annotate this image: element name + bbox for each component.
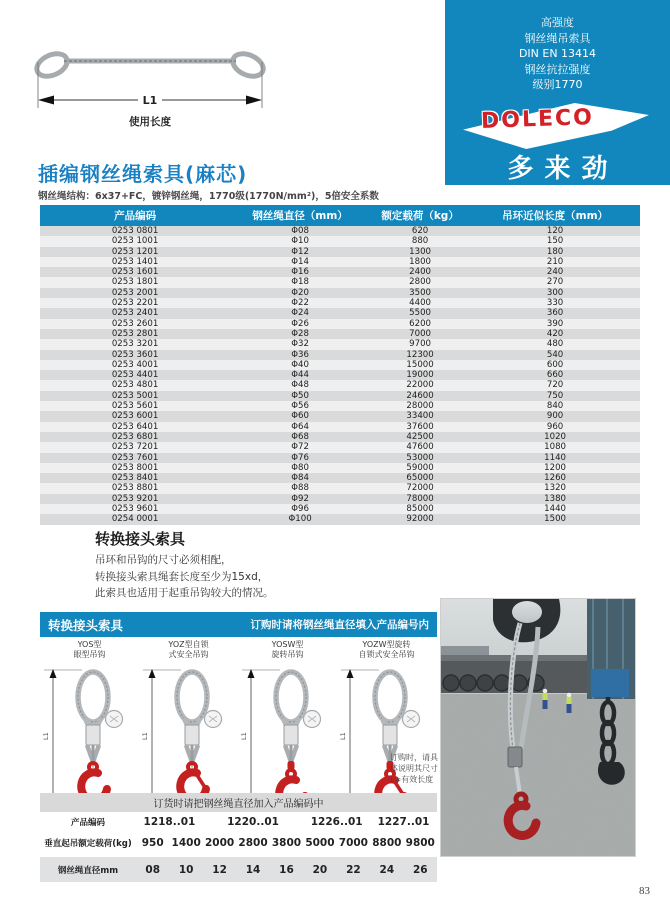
product-row — [40, 442, 640, 452]
description-line: 吊环和吊钩的尺寸必须相配， — [95, 554, 232, 566]
column-header: 额定载荷（kg） — [370, 205, 470, 226]
product-cell: 900 — [546, 411, 564, 422]
hook-label — [238, 640, 337, 660]
column-header: 吊环近似长度（mm） — [470, 205, 640, 226]
product-cell: 22000 — [406, 380, 434, 391]
product-cell: 0253 4801 — [111, 380, 159, 391]
product-cell: 0253 7201 — [111, 442, 159, 453]
adapter-cell: 16 — [279, 863, 294, 876]
eye-hook-diagram — [40, 660, 139, 812]
description-line: 转换接头索具绳套长度至少为15xd， — [95, 570, 269, 583]
product-cell: Φ50 — [291, 390, 309, 401]
product-cell: 180 — [546, 246, 564, 257]
order-note-line: L=有效长度 — [390, 775, 434, 784]
product-cell: 1020 — [544, 431, 567, 442]
worker — [543, 689, 548, 709]
product-table-header — [40, 205, 640, 226]
product-row — [40, 473, 640, 483]
product-row — [40, 422, 640, 432]
product-cell: Φ40 — [291, 359, 309, 370]
product-cell: Φ96 — [291, 504, 309, 515]
product-cell: 0253 2001 — [111, 287, 159, 298]
product-row — [40, 411, 640, 421]
right-arrowhead-icon — [246, 96, 262, 105]
product-cell: 0254 0001 — [111, 514, 159, 525]
loads-label: 垂直起吊额定载荷(kg) — [44, 839, 132, 849]
product-cell: 85000 — [406, 504, 434, 515]
product-table-body — [40, 226, 640, 525]
worker — [567, 693, 572, 713]
product-cell: 37600 — [406, 421, 434, 432]
product-cell: 300 — [546, 287, 564, 298]
adapter-cell: 1218..01 — [143, 816, 196, 828]
adapter-cell: 7000 — [338, 837, 368, 849]
product-cell: 42500 — [406, 431, 434, 442]
product-cell: 120 — [546, 226, 564, 236]
hook-figure-yozw — [337, 640, 436, 816]
product-cell: Φ24 — [291, 308, 309, 319]
adapter-cell: 08 — [145, 863, 161, 876]
adapter-cell: 22 — [346, 863, 361, 876]
product-cell: 0253 0801 — [111, 226, 159, 236]
product-cell: Φ22 — [291, 298, 309, 309]
product-cell: 210 — [546, 256, 564, 267]
product-cell: 0253 2201 — [111, 298, 159, 309]
product-cell: 0253 1201 — [111, 246, 159, 257]
product-cell: 0253 2401 — [111, 308, 159, 319]
adapter-cell: 9800 — [405, 837, 435, 849]
adapter-cell: 1227..01 — [377, 816, 430, 828]
product-cell: 1200 — [544, 462, 567, 473]
product-cell: Φ100 — [288, 514, 312, 525]
product-cell: 5500 — [409, 308, 432, 319]
product-cell: Φ76 — [291, 452, 309, 463]
product-cell: 0253 8401 — [111, 473, 159, 484]
product-cell: 660 — [546, 370, 564, 381]
product-cell: Φ80 — [291, 462, 309, 473]
product-cell: 880 — [411, 236, 429, 247]
product-cell: 33400 — [406, 411, 434, 422]
swivel-self-locking-hook-diagram — [337, 660, 436, 812]
product-cell: Φ60 — [291, 411, 309, 422]
product-cell: 0253 6401 — [111, 421, 159, 432]
product-cell: Φ56 — [291, 401, 309, 412]
hook-label — [40, 640, 139, 660]
product-cell: 78000 — [406, 493, 434, 504]
product-cell: 6200 — [409, 318, 432, 329]
product-row — [40, 380, 640, 390]
product-row — [40, 288, 640, 298]
product-table — [40, 205, 640, 525]
adapter-table-note: 订货时请把钢丝绳直径加入产品编码中 — [40, 793, 437, 812]
order-note-line: 订购时，请具 — [390, 753, 438, 762]
product-cell: 24600 — [406, 390, 434, 401]
hook-label — [139, 640, 238, 660]
adapter-header-bar — [40, 612, 437, 637]
hook-figure-yoz — [139, 640, 238, 816]
page-title: 插编钢丝绳索具(麻芯) — [38, 162, 248, 186]
product-cell: Φ14 — [291, 256, 309, 267]
bar-order-hint: 订购时请将钢丝绳直径填入产品编号内 — [250, 619, 429, 631]
hook-label-line: 旋转吊钩 — [271, 649, 304, 659]
product-cell: 0253 1801 — [111, 277, 159, 288]
adapter-cell: 14 — [245, 863, 261, 876]
product-cell: 0253 5601 — [111, 401, 159, 412]
product-row — [40, 370, 640, 380]
dim-label: L1 — [42, 732, 50, 740]
product-row — [40, 329, 640, 339]
product-cell: 750 — [546, 390, 564, 401]
hook-label-line: YOS型 — [77, 640, 102, 649]
product-cell: 7000 — [409, 328, 432, 339]
product-cell: 0253 6801 — [111, 431, 159, 442]
adapter-cell: 3800 — [271, 837, 302, 849]
product-row — [40, 350, 640, 360]
product-cell: 360 — [546, 308, 564, 319]
product-cell: 1800 — [409, 256, 432, 267]
product-cell: Φ68 — [291, 431, 309, 442]
product-cell: 0253 8801 — [111, 483, 159, 494]
order-note-line: 体说明其尺寸 — [390, 764, 438, 773]
description-line: 此索具也适用于起重吊钩较大的情况。 — [95, 587, 274, 599]
product-row — [40, 360, 640, 370]
brand-claim-line: 钢丝抗拉强度 — [524, 62, 591, 76]
page-number: 83 — [639, 885, 650, 897]
diameters-label: 钢丝绳直径mm — [57, 865, 119, 876]
product-row — [40, 319, 640, 329]
swivel-hook-diagram — [238, 660, 337, 812]
logo-wordmark: DOLECO — [480, 105, 595, 134]
product-cell: 1300 — [409, 246, 432, 257]
hook-label-line: YOZ型自锁 — [168, 640, 209, 649]
product-cell: 12300 — [406, 349, 434, 360]
product-cell: 540 — [546, 349, 564, 360]
adapter-cell: 10 — [178, 863, 194, 876]
product-cell: Φ18 — [291, 277, 309, 288]
product-cell: 2400 — [409, 267, 432, 278]
product-cell: 0253 5001 — [111, 390, 159, 401]
product-cell: Φ16 — [291, 267, 309, 278]
brand-claims — [445, 0, 670, 93]
codes-label: 产品编码 — [70, 818, 105, 828]
adapter-description — [95, 552, 274, 602]
hook-figure-yosw — [238, 640, 337, 816]
product-cell: 1080 — [544, 442, 567, 453]
product-row — [40, 298, 640, 308]
product-cell: Φ32 — [291, 339, 309, 350]
product-cell: Φ20 — [291, 287, 309, 298]
right-eye-loop — [229, 49, 266, 80]
product-cell: 1140 — [544, 452, 567, 463]
product-row — [40, 391, 640, 401]
product-cell: 620 — [411, 226, 429, 236]
product-cell: Φ44 — [291, 370, 309, 381]
product-cell: Φ36 — [291, 349, 309, 360]
doleco-logo — [445, 95, 670, 150]
product-cell: 92000 — [406, 514, 434, 525]
hook-label-line: 自锁式安全吊钩 — [358, 649, 415, 659]
product-cell: 0253 9201 — [111, 493, 159, 504]
product-row — [40, 308, 640, 318]
length-caption: 使用长度 — [129, 116, 171, 128]
brand-claim-line: 高强度 — [541, 16, 574, 29]
product-cell: 4400 — [409, 298, 432, 309]
product-cell: 240 — [546, 267, 564, 278]
left-eye-loop — [33, 49, 70, 80]
loads-row — [40, 832, 437, 854]
dim-label: L1 — [240, 732, 248, 740]
adapter-cell: 12 — [212, 863, 227, 876]
hook-label-line: 眼型吊钩 — [73, 649, 106, 659]
hook-label-line: YOSW型 — [271, 640, 304, 649]
adapter-table — [40, 793, 437, 882]
product-cell: 840 — [546, 401, 564, 412]
product-row — [40, 247, 640, 257]
product-cell: Φ72 — [291, 442, 309, 453]
product-row — [40, 453, 640, 463]
adapter-cell: 2000 — [204, 837, 235, 849]
adapter-cell: 5000 — [305, 837, 335, 849]
codes-row — [40, 812, 437, 832]
product-cell: Φ12 — [291, 246, 309, 257]
product-row — [40, 257, 640, 267]
product-cell: Φ48 — [291, 380, 309, 391]
product-cell: 0253 9601 — [111, 504, 159, 515]
product-cell: 1320 — [544, 483, 567, 494]
product-cell: Φ84 — [291, 473, 309, 484]
adapter-cell: 24 — [379, 863, 395, 876]
product-cell: 0253 8001 — [111, 462, 159, 473]
dim-label: L1 — [141, 732, 149, 740]
product-cell: 0253 3601 — [111, 349, 159, 360]
adapter-cell: 1226..01 — [310, 816, 363, 828]
application-photo — [440, 598, 636, 857]
dim-label: L1 — [339, 732, 347, 740]
hook-label-line: 式安全吊钩 — [168, 649, 209, 659]
brand-claim-line: DIN EN 13414 — [518, 47, 597, 60]
spec-subtitle: 钢丝绳结构：6x37+FC，镀锌钢丝绳，1770级(1770N/mm²)，5倍安全系数 — [38, 191, 379, 202]
product-cell: 420 — [546, 328, 564, 339]
bar-title: 转换接头索具 — [48, 617, 124, 633]
adapter-cell: 1220..01 — [227, 816, 279, 828]
product-row — [40, 267, 640, 277]
adapter-cell: 8800 — [372, 837, 402, 849]
product-cell: 960 — [546, 421, 564, 432]
hook-figures — [40, 640, 437, 816]
self-locking-hook-diagram — [139, 660, 238, 812]
product-cell: Φ26 — [291, 318, 309, 329]
product-cell: 0253 4401 — [111, 370, 159, 381]
diameters-row — [40, 857, 437, 882]
product-cell: 150 — [546, 236, 564, 247]
hook-label — [337, 640, 436, 660]
order-note — [390, 752, 442, 785]
brand-claim-line: 钢丝绳吊索具 — [524, 31, 591, 45]
product-cell: Φ10 — [291, 236, 309, 247]
product-cell: Φ08 — [291, 226, 309, 236]
adapter-cell: 20 — [312, 863, 328, 876]
product-cell: 330 — [546, 298, 564, 309]
product-cell: 15000 — [406, 359, 434, 370]
product-cell: 53000 — [406, 452, 434, 463]
product-row — [40, 432, 640, 442]
product-row — [40, 494, 640, 504]
product-cell: 65000 — [406, 473, 434, 484]
section-title-adapters: 转换接头索具 — [95, 530, 186, 548]
product-cell: Φ64 — [291, 421, 309, 432]
product-row — [40, 514, 640, 524]
product-cell: 270 — [546, 277, 564, 288]
product-cell: 72000 — [406, 483, 434, 494]
brand-claim-line: 级别1770 — [532, 78, 583, 91]
product-cell: 47600 — [406, 442, 434, 453]
brand-box — [445, 0, 670, 185]
product-cell: 59000 — [406, 462, 434, 473]
product-cell: 0253 7601 — [111, 452, 159, 463]
product-cell: 1500 — [544, 514, 567, 525]
hook-label-line: YOZW型旋转 — [362, 640, 411, 649]
adapter-cell: 1400 — [171, 837, 201, 849]
product-cell: 0253 4001 — [111, 359, 159, 370]
product-cell: 19000 — [406, 370, 434, 381]
product-cell: 3500 — [409, 287, 432, 298]
product-cell: 0253 1001 — [111, 236, 159, 247]
adapter-cell: 26 — [412, 863, 428, 876]
column-header: 钢丝绳直径（mm） — [230, 205, 370, 226]
left-arrowhead-icon — [38, 96, 54, 105]
length-dim-label: L1 — [142, 94, 158, 107]
product-cell: Φ88 — [291, 483, 309, 494]
product-row — [40, 504, 640, 514]
product-cell: 0253 2601 — [111, 318, 159, 329]
product-row — [40, 277, 640, 287]
product-row — [40, 339, 640, 349]
product-cell: 28000 — [406, 401, 434, 412]
product-cell: 600 — [546, 359, 564, 370]
product-cell: 0253 1601 — [111, 267, 159, 278]
product-cell: Φ28 — [291, 328, 309, 339]
product-cell: 2800 — [409, 277, 432, 288]
sling-length-diagram — [30, 32, 270, 132]
product-cell: 0253 2801 — [111, 328, 159, 339]
product-cell: 9700 — [409, 339, 432, 350]
product-cell: 0253 6001 — [111, 411, 159, 422]
product-cell: 1260 — [544, 473, 567, 484]
product-cell: 0253 1401 — [111, 256, 159, 267]
product-cell: 720 — [546, 380, 564, 391]
product-cell: 390 — [546, 318, 564, 329]
product-row — [40, 401, 640, 411]
adapter-cell: 2800 — [238, 837, 268, 849]
product-row — [40, 226, 640, 236]
product-cell: Φ92 — [291, 493, 309, 504]
product-cell: 0253 3201 — [111, 339, 159, 350]
column-header: 产品编码 — [40, 205, 230, 226]
product-cell: 1380 — [544, 493, 567, 504]
adapter-cell: 950 — [141, 837, 164, 849]
hook-figure-yos — [40, 640, 139, 816]
product-cell: 480 — [546, 339, 564, 350]
product-row — [40, 483, 640, 493]
product-row — [40, 463, 640, 473]
logo-chinese-name: 多来劲 — [507, 154, 619, 184]
product-cell: 1440 — [544, 504, 567, 515]
product-row — [40, 236, 640, 246]
